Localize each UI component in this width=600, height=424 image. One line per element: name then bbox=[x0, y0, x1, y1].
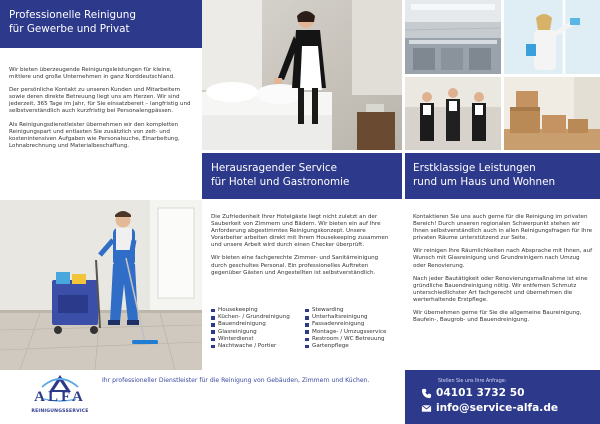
intro-paragraph-1: Wir bieten überzeugende Reinigungsleistungen für kleine, mittlere und große Unternehmen in ganz Norddeutschland. bbox=[9, 67, 175, 81]
logo bbox=[22, 373, 98, 421]
hotel-text bbox=[211, 214, 394, 283]
service-item: Fassadenreinigung bbox=[305, 321, 400, 328]
service-item: Unterhaltsreinigung bbox=[305, 314, 400, 321]
home-text bbox=[413, 214, 593, 330]
service-item: Winterdienst bbox=[211, 336, 303, 343]
home-paragraph-4: Wir übernehmen gerne für Sie die allgemeine Baureinigung, Baufein-, Baugrob- und Bauendreinigung. bbox=[413, 310, 582, 324]
page-title-line2: für Gewerbe und Privat bbox=[9, 22, 130, 35]
services-list-right bbox=[305, 307, 400, 350]
service-item: Glasreinigung bbox=[211, 329, 303, 336]
logo-text: ALFA bbox=[34, 389, 86, 405]
service-item: Housekeeping bbox=[211, 307, 303, 314]
service-item: Stewarding bbox=[305, 307, 400, 314]
home-paragraph-2: Wir reinigen Ihre Räumlichkeiten nach Absprache mit Ihnen, auf Wunsch mit Glasreinigung und Grundreinigern nach Umzug oder Renovierung. bbox=[413, 248, 593, 269]
home-heading bbox=[413, 162, 555, 189]
service-item: Restroom / WC Betreuung bbox=[305, 336, 400, 343]
window-cleaning-photo bbox=[504, 0, 600, 74]
logo-subtitle: REINIGUNGSSERVICE bbox=[31, 409, 89, 414]
mail-icon bbox=[421, 403, 432, 414]
hotel-paragraph-1: Die Zufriedenheit Ihrer Hotelgäste liegt nicht zuletzt an der Sauberkeit von Zimmern und Bädern. Wir bieten ein auf Ihre Anforderung abgestimmtes Reinigungskonzept. Unsere Vorarbeiter arbeiten direkt mit Ihrem Housekeeping zusammen und unsere Arbeit wird durch einen Checker überprüft. bbox=[211, 214, 389, 249]
hotel-heading-line1: Herausragender Service bbox=[211, 162, 338, 174]
intro-paragraph-3: Als Reinigungsdienstleister übernehmen wir den kompletten Reinigungspart und entlasten Sie zusätzlich von zeit- und kostenintensiven Aufgaben wie Personalsuche, Einarbeitung, Lohnabrechnung und Materialbeschaffung. bbox=[9, 121, 180, 149]
intro-paragraph-2: Der persönliche Kontakt zu unseren Kunden und Mitarbeitern sowie deren direkte Betreuung liegt uns am Herzen. Wir sind jederzeit, 365 Tage im Jahr, für Sie einsatzbereit – langfristig und selbstverständlich auch kurzfristig bei Personalengpässen. bbox=[9, 87, 191, 115]
kitchen-photo bbox=[405, 0, 501, 74]
phone-number[interactable]: 04101 3732 50 bbox=[436, 387, 525, 399]
phone-icon bbox=[421, 388, 432, 399]
service-item: Nachtwache / Portier bbox=[211, 343, 303, 350]
home-heading-line2: rund um Haus und Wohnen bbox=[413, 175, 556, 188]
hotel-heading-line2: für Hotel und Gastronomie bbox=[211, 175, 350, 188]
service-item: Küchen- / Grundreinigung bbox=[211, 314, 303, 321]
moving-boxes-photo bbox=[504, 77, 600, 150]
hotel-paragraph-2: Wir bieten eine fachgerechte Zimmer- und Sanitärreinigung durch geschultes Personal. Ein professionelles Auftreten gegenüber Gästen und Angestellten ist selbstverständlich. bbox=[211, 255, 379, 276]
staff-team-photo bbox=[405, 77, 501, 150]
page-title-line1: Professionelle Reinigung bbox=[9, 9, 136, 21]
home-paragraph-1: Kontaktieren Sie uns auch gerne für die Reinigung im privaten Bereich! Durch unseren regionalen Schwerpunkt stehen wir Ihnen selbstverständlich auch in allen Reinigungsfragen für Ihre privaten Räume unterstützend zur Seite. bbox=[413, 214, 593, 242]
page-title bbox=[9, 9, 136, 36]
janitor-photo bbox=[0, 200, 202, 370]
footer-tagline: Ihr professioneller Dienstleister für die Reinigung von Gebäuden, Zimmern und Küchen. bbox=[102, 377, 370, 384]
service-item: Bauendreinigung bbox=[211, 321, 303, 328]
home-paragraph-3: Nach jeder Bautätigkeit oder Renovierungsmaßnahme ist eine gründliche Bauendreinigung nötig. Wir entfernen Schmutz unterschiedlichster Art fachgerecht und übernehmen die werterhaltende Erstpflege. bbox=[413, 275, 588, 303]
service-item: Montage- / Umzugsservice bbox=[305, 329, 400, 336]
services-list-left bbox=[211, 307, 303, 350]
email-address[interactable]: info@service-alfa.de bbox=[436, 402, 559, 414]
home-heading-line1: Erstklassige Leistungen bbox=[413, 162, 536, 174]
service-item: Gartenpflege bbox=[305, 343, 400, 350]
intro-text bbox=[9, 67, 195, 156]
contact-intro: Stellen Sie uns Ihre Anfrage: bbox=[438, 379, 507, 384]
hotel-heading bbox=[211, 162, 349, 189]
housekeeping-bed-photo bbox=[202, 0, 402, 150]
